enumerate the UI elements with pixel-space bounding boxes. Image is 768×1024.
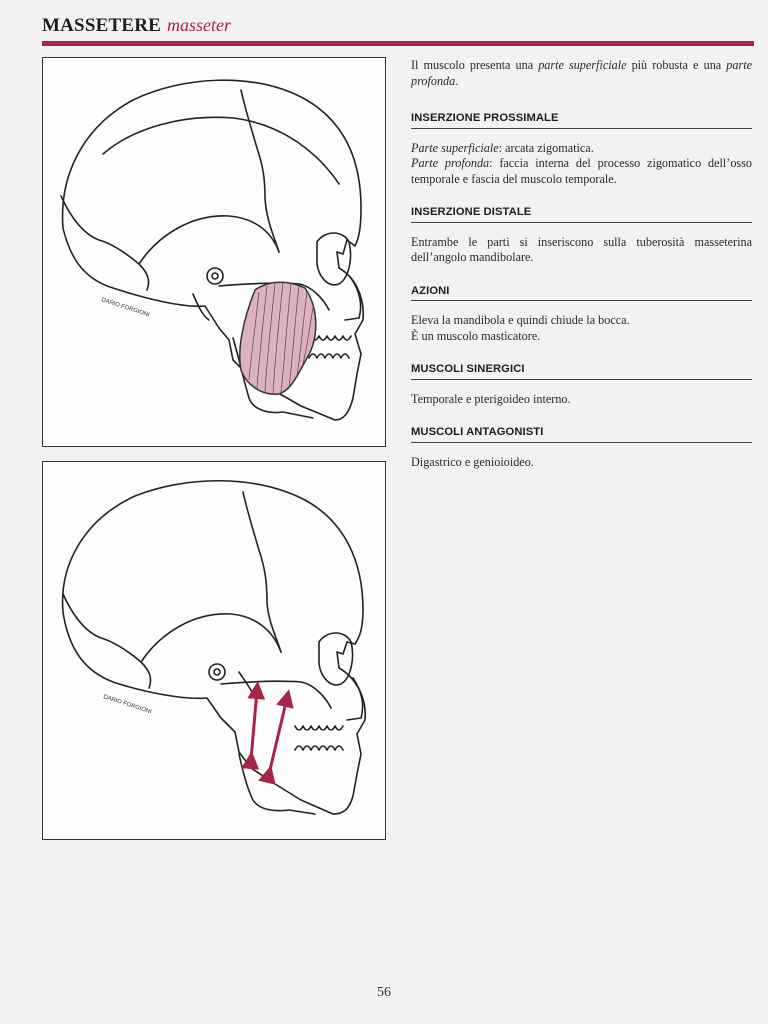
intro-term-deep: parte profonda — [411, 58, 753, 88]
nasal-aperture — [345, 278, 361, 320]
section-insertion-proximal — [411, 111, 752, 187]
section-text: Entrambe le parti si inseriscono sulla tuberosità masseterina dell’angolo mandibolare. — [411, 234, 752, 264]
section-actions — [411, 284, 752, 345]
section-heading: INSERZIONE PROSSIMALE — [411, 111, 752, 129]
section-text: Temporale e pterigoideo interno. — [411, 391, 571, 406]
term-deep: Parte profonda — [411, 156, 490, 170]
lambdoid-suture — [61, 196, 149, 290]
page-title — [42, 12, 754, 39]
muscle-description — [411, 58, 752, 488]
figure-skull-action — [42, 461, 386, 840]
squamous-suture — [139, 216, 279, 264]
ear-canal — [209, 664, 225, 680]
figure-skull-masseter — [42, 57, 386, 447]
masseter-muscle — [240, 282, 316, 394]
term-superficial: Parte superficiale — [411, 140, 499, 155]
page-number: 56 — [377, 985, 391, 1000]
action-line: Eleva la mandibola e quindi chiude la bocca. — [411, 313, 630, 327]
nasal-aperture — [347, 678, 363, 720]
intro-text: Il muscolo presenta una — [411, 58, 534, 72]
section-text — [411, 313, 752, 344]
intro-punctuation: . — [455, 73, 459, 88]
illustration-signature: DARIO FORGIONI — [100, 297, 151, 319]
intro-text: più robusta e una — [631, 58, 722, 72]
skull-illustration — [43, 58, 385, 446]
zygomatic-arch — [221, 681, 331, 708]
ear-canal — [207, 268, 223, 284]
muscle-name: MASSETERE — [42, 15, 162, 36]
section-antagonists — [411, 425, 752, 470]
section-heading: AZIONI — [411, 284, 752, 302]
muscle-action-arrows — [251, 690, 287, 774]
text-superficial: : arcata zigomatica. — [498, 140, 594, 155]
page-header — [42, 12, 754, 46]
intro-term-superficial: parte superficiale — [538, 58, 627, 72]
action-line: È un muscolo masticatore. — [411, 328, 541, 343]
temporal-line — [103, 117, 339, 184]
teeth-upper — [295, 726, 343, 730]
skull-action-illustration — [43, 462, 385, 839]
arrow-elevation-front — [269, 698, 287, 774]
intro-paragraph — [411, 58, 752, 89]
section-text: Digastrico e genioioideo. — [411, 454, 534, 469]
section-insertion-distal — [411, 205, 752, 266]
arrow-elevation-rear — [251, 690, 257, 760]
latin-name: masseter — [167, 15, 232, 35]
teeth-lower — [309, 354, 349, 358]
orbit-outline — [317, 233, 351, 285]
mandible — [239, 754, 315, 814]
teeth-upper — [311, 336, 351, 340]
section-heading: MUSCOLI ANTAGONISTI — [411, 425, 752, 443]
squamous-suture — [141, 614, 281, 662]
section-synergists — [411, 362, 752, 407]
orbit-outline — [319, 633, 353, 685]
text-deep: : faccia interna del processo zigomatico dell’osso temporale e fascia del muscolo temporale. — [411, 156, 752, 186]
section-heading: INSERZIONE DISTALE — [411, 205, 752, 223]
coronal-suture — [243, 492, 281, 652]
lambdoid-suture — [63, 594, 151, 688]
header-rule — [42, 41, 754, 46]
cranium-outline — [63, 80, 364, 420]
illustration-signature: DARIO FORGIONI — [102, 694, 153, 716]
teeth-lower — [295, 746, 343, 750]
section-heading: MUSCOLI SINERGICI — [411, 362, 752, 380]
coronal-suture — [241, 90, 279, 252]
section-text — [411, 141, 752, 188]
